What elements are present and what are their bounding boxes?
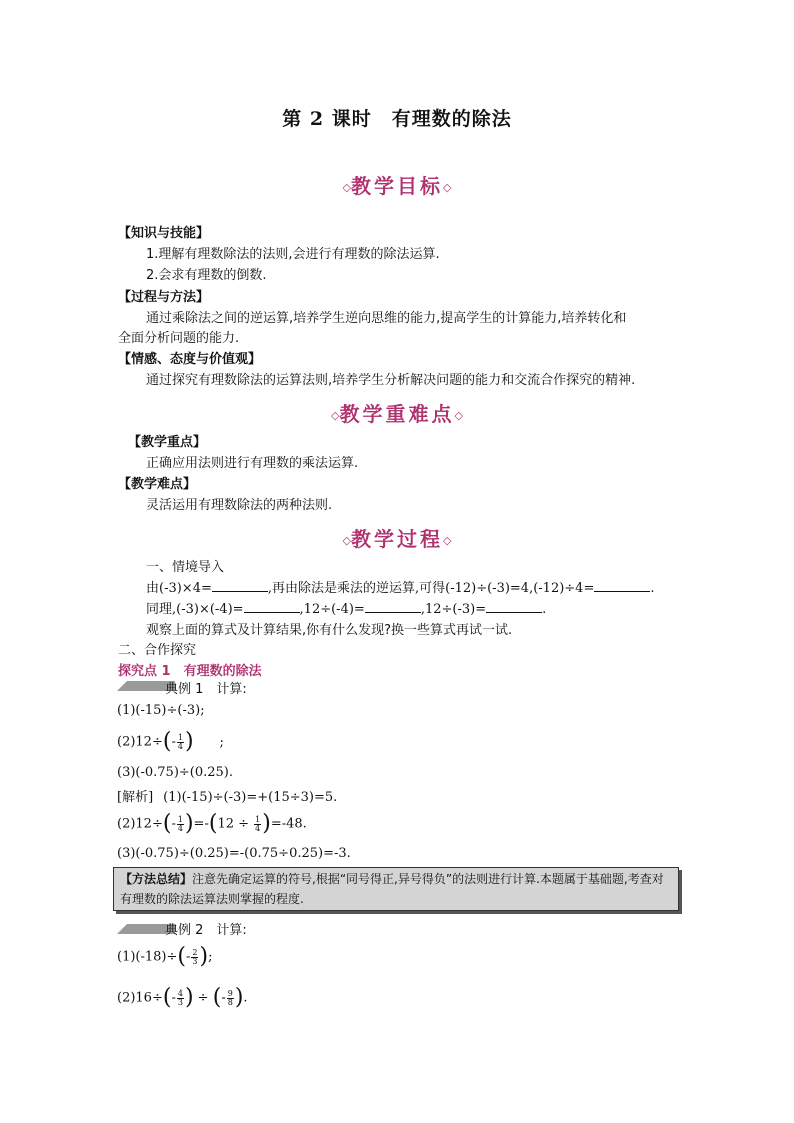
topic-1-heading: 探究点 1 有理数的除法 [118, 664, 262, 679]
knowledge-item-1: 1.理解有理数除法的法则,会进行有理数的除法运算. [146, 247, 440, 262]
summary-text: 注意先确定运算的符号,根据“同号得正,异号得负”的法则进行计算.本题属于基础题,考查对有理数的除法运算法则掌握的程度. [120, 872, 664, 906]
section-heading-process [0, 523, 794, 552]
difficulty-text: 灵活运用有理数除法的两种法则. [146, 498, 333, 513]
answer-blank[interactable] [486, 600, 542, 613]
diamond-icon: ◇ [342, 534, 351, 547]
page-title: 第 2 课时 有理数的除法 [282, 108, 512, 130]
answer-blank[interactable] [244, 600, 300, 613]
process-text-line2: 全面分析问题的能力. [118, 331, 240, 346]
part1-heading: 一、情境导入 [146, 560, 225, 575]
fraction: $\frac{2}{3}$ [192, 947, 198, 966]
answer-blank[interactable] [212, 579, 268, 592]
diamond-icon: ◇ [342, 181, 351, 194]
intro-line-3: 观察上面的算式及计算结果,你有什么发现?换一些算式再试一试. [146, 623, 513, 638]
method-summary-box [113, 867, 679, 911]
diamond-icon: ◇ [443, 534, 452, 547]
intro-line-2: 同理,(-3)×(-4)= ,12÷(-4)= ,12÷(-3)= . [146, 602, 547, 617]
summary-label: 【方法总结】 [120, 872, 193, 886]
example-1-label: 典例 1 计算: [165, 682, 247, 697]
answer-blank[interactable] [594, 579, 650, 592]
focus-heading: 【教学重点】 [128, 435, 207, 450]
fraction: $\frac{1}{4}$ [255, 814, 261, 833]
process-text-line1: 通过乘除法之间的逆运算,培养学生逆向思维的能力,提高学生的计算能力,培养转化和 [146, 311, 627, 326]
section-title: 教学过程 [351, 527, 443, 551]
focus-text: 正确应用法则进行有理数的乘法运算. [146, 456, 359, 471]
fraction: $\frac{1}{4}$ [177, 732, 183, 751]
example-2-q1: (1)(-18)÷(- $\frac{2}{3}$ ); [117, 944, 213, 969]
fraction: $\frac{1}{4}$ [177, 814, 183, 833]
section-heading-objectives [0, 170, 794, 199]
example-1-q3: (3)(-0.75)÷(0.25). [117, 765, 234, 780]
difficulty-heading: 【教学难点】 [118, 477, 197, 492]
part2-heading: 二、合作探究 [118, 643, 197, 658]
diamond-icon: ◇ [331, 409, 340, 422]
example-2-label: 典例 2 计算: [165, 923, 247, 938]
knowledge-heading: 【知识与技能】 [118, 226, 210, 241]
fraction: $\frac{9}{8}$ [227, 988, 233, 1007]
analysis-line-2: (2)12÷(- $\frac{1}{4}$ )=-(12 ÷ $\frac{1}{4}$ )=-48. [117, 811, 307, 836]
process-heading: 【过程与方法】 [118, 290, 210, 305]
knowledge-item-2: 2.会求有理数的倒数. [146, 268, 267, 283]
intro-line-1: 由(-3)×4= ,再由除法是乘法的逆运算,可得(-12)÷(-3)=4,(-12)÷4= . [146, 581, 655, 596]
diamond-icon: ◇ [443, 181, 452, 194]
diamond-icon: ◇ [454, 409, 463, 422]
emotion-heading: 【情感、态度与价值观】 [118, 352, 262, 367]
answer-blank[interactable] [365, 600, 421, 613]
analysis-line-3: (3)(-0.75)÷(0.25)=-(0.75÷0.25)=-3. [117, 846, 351, 861]
emotion-text: 通过探究有理数除法的运算法则,培养学生分析解决问题的能力和交流合作探究的精神. [146, 373, 636, 388]
analysis-line-1: [解析] (1)(-15)÷(-3)=+(15÷3)=5. [117, 790, 338, 805]
example-2-q2: (2)16÷(- $\frac{4}{3}$ ) ÷ (- $\frac{9}{8}$ ). [117, 985, 248, 1010]
example-1-q1: (1)(-15)÷(-3); [117, 703, 205, 718]
section-title: 教学重难点 [339, 402, 455, 426]
fraction: $\frac{4}{3}$ [177, 988, 183, 1007]
example-1-q2: (2)12÷(- $\frac{1}{4}$ ) ; [117, 729, 224, 754]
section-title: 教学目标 [351, 174, 443, 198]
section-heading-key-points [0, 398, 794, 427]
